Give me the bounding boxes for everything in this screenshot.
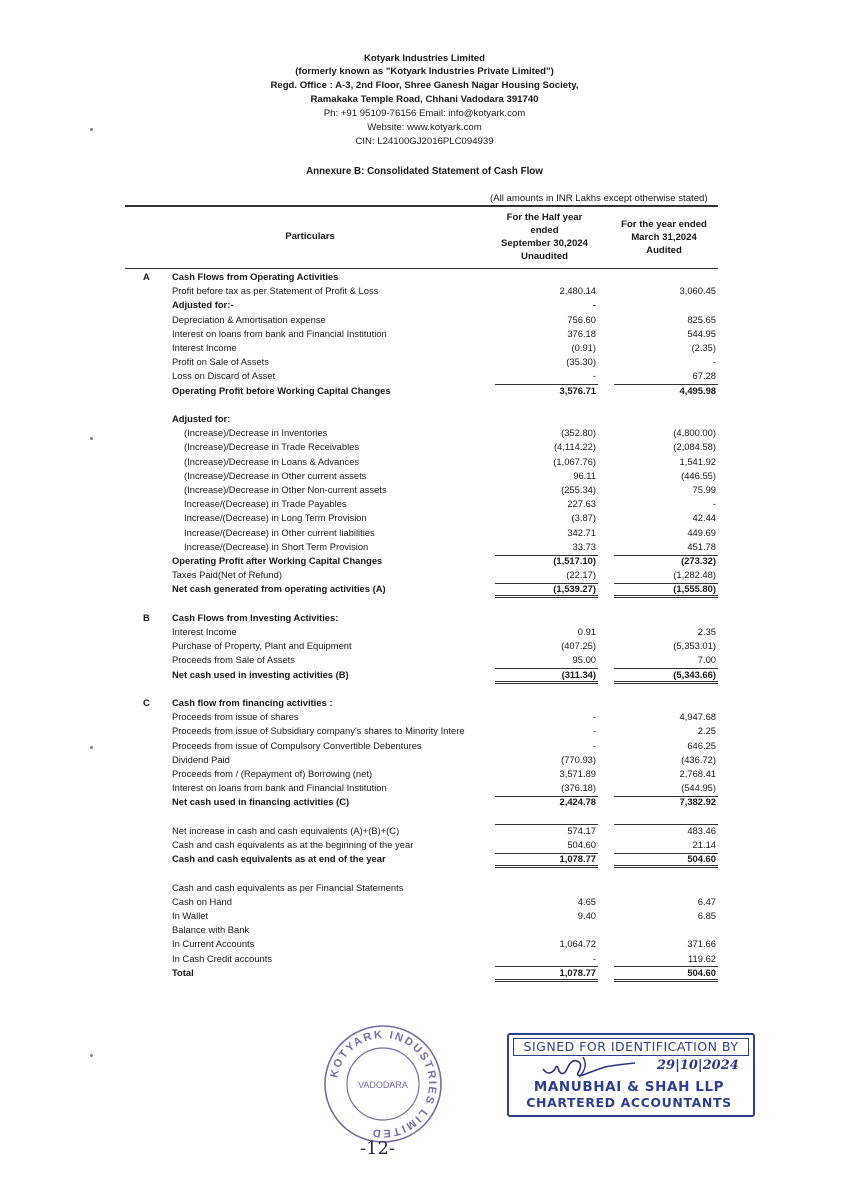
full-year-value: 7,382.92 xyxy=(679,796,716,808)
half-year-header-line: Unaudited xyxy=(521,251,568,262)
full-year-value: 21.14 xyxy=(692,839,716,850)
half-year-value: (1,539.27) xyxy=(553,583,596,595)
table-row xyxy=(0,937,849,950)
half-year-header-line: For the Half year xyxy=(506,212,583,223)
scan-mark xyxy=(90,128,93,131)
row-label: Operating Profit after Working Capital Changes xyxy=(172,555,383,566)
row-label: In Cash Credit accounts xyxy=(172,952,273,964)
row-label: Proceeds from issue of shares xyxy=(172,711,299,723)
table-row xyxy=(0,384,849,397)
svg-text:VADODARA: VADODARA xyxy=(358,1080,408,1090)
subtotal-rule xyxy=(495,966,598,967)
full-year-value: (436.72) xyxy=(681,753,716,765)
half-year-value: - xyxy=(592,725,596,737)
half-year-value: 756.60 xyxy=(567,313,596,325)
table-row xyxy=(0,540,849,553)
row-label: In Current Accounts xyxy=(172,938,255,950)
row-label: Interest on loans from bank and Financial Institution xyxy=(172,782,387,794)
row-label: Increase/(Decrease) in Trade Payables xyxy=(184,498,347,510)
full-year-value: 7.00 xyxy=(697,654,716,666)
table-row xyxy=(0,341,849,354)
row-label: Proceeds from Sale of Assets xyxy=(172,654,295,666)
auditor-stamp xyxy=(507,1033,755,1117)
full-year-value: (2,084.58) xyxy=(673,441,716,453)
full-year-value: 2.35 xyxy=(697,626,716,637)
full-year-value: 451.78 xyxy=(687,540,716,552)
table-row xyxy=(0,568,849,581)
total-double-rule xyxy=(495,681,598,684)
statement-title: Annexure B: Consolidated Statement of Cash Flow xyxy=(306,166,543,177)
table-row xyxy=(0,710,849,723)
half-year-value: (407.25) xyxy=(561,640,596,652)
row-label: Cash Flows from Operating Activities xyxy=(172,271,339,282)
table-row xyxy=(0,526,849,539)
subtotal-rule xyxy=(614,796,718,797)
subtotal-rule xyxy=(495,668,598,669)
row-label: Interest on loans from bank and Financial Institution xyxy=(172,327,387,339)
half-year-value: (3.87) xyxy=(571,512,596,524)
full-year-value: 75.99 xyxy=(692,484,716,495)
full-year-value: 4,947.68 xyxy=(679,711,716,723)
subtotal-rule xyxy=(495,824,598,825)
half-year-value: 2,480.14 xyxy=(559,285,596,297)
full-year-value: 371.66 xyxy=(687,938,716,950)
half-year-value: (770.93) xyxy=(561,753,596,765)
website-line: Website: www.kotyark.com xyxy=(367,122,482,133)
total-double-rule xyxy=(614,595,718,598)
half-year-value: (311.34) xyxy=(561,668,596,680)
total-double-rule xyxy=(495,595,598,598)
section-letter: B xyxy=(143,611,150,623)
amounts-note: (All amounts in INR Lakhs except otherwise stated) xyxy=(490,193,708,204)
company-former-name: (formerly known as "Kotyark Industries Private Limited") xyxy=(295,66,554,77)
auditor-firm-name: MANUBHAI & SHAH LLP xyxy=(533,1079,725,1095)
table-row xyxy=(0,369,849,382)
row-label: (Increase)/Decrease in Other current assets xyxy=(184,469,367,481)
full-year-value: (5,353.01) xyxy=(673,640,716,652)
company-name: Kotyark Industries Limited xyxy=(363,53,485,64)
half-year-value: - xyxy=(592,370,596,382)
table-row xyxy=(0,767,849,780)
total-double-rule xyxy=(614,865,718,868)
signature-date: 29|10|2024 xyxy=(657,1058,739,1073)
full-year-value: - xyxy=(712,356,716,368)
full-year-value: 42.44 xyxy=(692,512,716,524)
full-year-value: 67.28 xyxy=(692,370,716,382)
subtotal-rule xyxy=(614,384,718,385)
full-year-value: 2,768.41 xyxy=(679,768,716,779)
row-label: In Wallet xyxy=(172,910,209,921)
half-year-value: - xyxy=(592,952,596,964)
row-label: Cash on Hand xyxy=(172,895,232,907)
full-year-value: 504.60 xyxy=(687,966,716,978)
half-year-value: 1,078.77 xyxy=(559,966,596,978)
row-label: Loss on Discard of Asset xyxy=(172,370,276,382)
row-label: Cash flow from financing activities : xyxy=(172,697,333,708)
subtotal-rule xyxy=(495,583,598,584)
half-year-value: 1,078.77 xyxy=(559,853,596,865)
row-label: (Increase)/Decrease in Inventories xyxy=(184,427,328,439)
full-year-value: 3,060.45 xyxy=(679,285,716,297)
half-year-header-line: September 30,2024 xyxy=(501,238,588,249)
company-seal xyxy=(321,1022,445,1146)
table-row xyxy=(0,270,849,283)
full-year-value: - xyxy=(712,498,716,510)
table-row xyxy=(0,781,849,794)
full-year-value: 119.62 xyxy=(688,952,716,964)
particulars-header: Particulars xyxy=(285,231,335,242)
half-year-value: (35.30) xyxy=(566,356,596,368)
table-row xyxy=(0,625,849,638)
scan-mark xyxy=(90,437,93,440)
table-row xyxy=(0,426,849,439)
row-label: Cash Flows from Investing Activities: xyxy=(172,611,339,623)
half-year-value: 3,576.71 xyxy=(559,384,596,396)
row-label: (Increase)/Decrease in Other Non-current assets xyxy=(184,484,387,495)
half-year-value: 1,064.72 xyxy=(559,938,596,950)
table-row xyxy=(0,554,849,567)
row-label: Increase/(Decrease) in Long Term Provision xyxy=(184,512,367,524)
half-year-value: - xyxy=(592,739,596,751)
table-row xyxy=(0,923,849,936)
page-number: -12- xyxy=(360,1138,396,1159)
table-row xyxy=(0,412,849,425)
table-row xyxy=(0,313,849,326)
auditor-signature xyxy=(539,1055,649,1081)
table-row xyxy=(0,824,849,837)
row-label: Adjusted for:- xyxy=(172,299,234,311)
full-year-value: (2.35) xyxy=(691,342,716,353)
full-year-value: 483.46 xyxy=(687,824,716,836)
table-row xyxy=(0,284,849,297)
row-label: Balance with Bank xyxy=(172,924,250,936)
row-label: Net cash generated from operating activities (A) xyxy=(172,583,386,595)
cin-line: CIN: L24100GJ2016PLC094939 xyxy=(355,136,494,147)
table-row xyxy=(0,895,849,908)
row-label: (Increase)/Decrease in Trade Receivables xyxy=(184,441,360,453)
full-year-value: (273.32) xyxy=(681,555,716,566)
half-year-value: 9.40 xyxy=(577,910,596,921)
row-label: Dividend Paid xyxy=(172,753,230,765)
row-label: Net cash used in investing activities (B) xyxy=(172,668,349,680)
row-label: Interest Income xyxy=(172,626,237,637)
full-year-header-line: For the year ended xyxy=(621,219,707,230)
subtotal-rule xyxy=(495,384,598,385)
total-double-rule xyxy=(614,979,718,982)
scan-mark xyxy=(90,1054,93,1057)
subtotal-rule xyxy=(495,796,598,797)
half-year-value: 33.73 xyxy=(572,540,596,552)
company-seal-graphic xyxy=(321,1022,445,1146)
row-label: Depreciation & Amortisation expense xyxy=(172,313,326,325)
full-year-value: (5,343.66) xyxy=(673,668,716,680)
full-year-value: 2.25 xyxy=(697,725,716,737)
table-header-rule xyxy=(125,268,718,269)
auditor-firm-title: CHARTERED ACCOUNTANTS xyxy=(526,1095,732,1110)
full-year-value: 504.60 xyxy=(687,853,716,865)
half-year-header xyxy=(493,211,596,263)
row-label: Increase/(Decrease) in Other current liabilities xyxy=(184,526,375,538)
subtotal-rule xyxy=(614,668,718,669)
row-label: Proceeds from issue of Compulsory Convertible Debentures xyxy=(172,739,422,751)
total-double-rule xyxy=(614,681,718,684)
half-year-header-line: ended xyxy=(530,225,559,236)
half-year-value: 3,571.89 xyxy=(559,768,596,779)
contact-line: Ph: +91 95109-76156 Email: info@kotyark.com xyxy=(323,108,526,119)
table-row xyxy=(0,724,849,737)
table-row xyxy=(0,653,849,666)
subtotal-rule xyxy=(495,853,598,854)
table-row xyxy=(0,611,849,624)
row-label: Taxes Paid(Net of Refund) xyxy=(172,569,282,581)
subtotal-rule xyxy=(614,555,718,556)
full-year-value: 6.85 xyxy=(697,910,716,921)
table-row xyxy=(0,909,849,922)
half-year-value: 227.63 xyxy=(567,498,596,510)
row-label: Adjusted for: xyxy=(172,413,231,424)
row-label: Total xyxy=(172,966,194,978)
table-top-rule xyxy=(125,205,718,207)
row-label: Cash and cash equivalents as at the beginning of the year xyxy=(172,839,414,850)
table-row xyxy=(0,739,849,752)
row-label: Profit before tax as per Statement of Profit & Loss xyxy=(172,285,379,297)
half-year-value: 0.91 xyxy=(577,626,596,637)
subtotal-rule xyxy=(614,583,718,584)
table-row xyxy=(0,298,849,311)
half-year-value: 4.65 xyxy=(577,895,596,907)
row-label: Cash and cash equivalents as at end of the year xyxy=(172,853,386,865)
svg-text:KOTYARK INDUSTRIES LIMITED: KOTYARK INDUSTRIES LIMITED xyxy=(328,1028,439,1140)
half-year-value: 376.18 xyxy=(567,327,596,339)
table-row xyxy=(0,455,849,468)
table-row xyxy=(0,952,849,965)
half-year-value: 2,424.78 xyxy=(559,796,596,808)
half-year-value: (352.80) xyxy=(561,427,596,439)
table-row xyxy=(0,355,849,368)
table-row xyxy=(0,838,849,851)
address-line-1: Regd. Office : A-3, 2nd Floor, Shree Ganesh Nagar Housing Society, xyxy=(270,80,579,91)
half-year-value: (0.91) xyxy=(571,342,596,353)
table-row xyxy=(0,497,849,510)
table-row xyxy=(0,483,849,496)
section-letter: A xyxy=(143,271,150,282)
table-row xyxy=(0,511,849,524)
full-year-value: 1,541.92 xyxy=(679,455,716,467)
row-label: Operating Profit before Working Capital Changes xyxy=(172,384,391,396)
full-year-value: 544.95 xyxy=(687,327,716,339)
half-year-value: (255.34) xyxy=(561,484,596,495)
table-row xyxy=(0,469,849,482)
auditor-stamp-heading: SIGNED FOR IDENTIFICATION BY xyxy=(513,1038,749,1056)
table-row xyxy=(0,852,849,865)
half-year-value: (1,517.10) xyxy=(553,555,596,566)
full-year-value: 646.25 xyxy=(687,739,716,751)
full-year-value: 449.69 xyxy=(687,526,716,538)
half-year-value: (1,067.76) xyxy=(553,455,596,467)
total-double-rule xyxy=(495,865,598,868)
full-year-header-line: Audited xyxy=(646,245,682,256)
row-label: Proceeds from / (Repayment of) Borrowing (net) xyxy=(172,768,373,779)
full-year-value: (4,800.00) xyxy=(673,427,716,439)
subtotal-rule xyxy=(495,555,598,556)
table-row xyxy=(0,639,849,652)
full-year-value: (446.55) xyxy=(681,469,716,481)
table-row xyxy=(0,327,849,340)
table-row xyxy=(0,753,849,766)
full-year-header xyxy=(612,218,716,257)
half-year-value: 95.00 xyxy=(572,654,596,666)
half-year-value: (376.18) xyxy=(561,782,596,794)
full-year-value: (544.95) xyxy=(681,782,716,794)
table-row xyxy=(0,582,849,595)
half-year-value: 574.17 xyxy=(567,824,596,836)
section-letter: C xyxy=(143,697,150,708)
row-label: Proceeds from issue of Subsidiary company's shares to Minority Intere xyxy=(172,725,465,737)
table-row xyxy=(0,668,849,681)
subtotal-rule xyxy=(614,824,718,825)
half-year-value: (4,114.22) xyxy=(553,441,596,453)
half-year-value: (22.17) xyxy=(566,569,596,581)
scan-mark xyxy=(90,746,93,749)
table-row xyxy=(0,696,849,709)
full-year-value: 6.47 xyxy=(697,895,716,907)
subtotal-rule xyxy=(614,966,718,967)
full-year-value: (1,282.48) xyxy=(673,569,716,581)
full-year-value: 4,495.98 xyxy=(679,384,716,396)
row-label: Net increase in cash and cash equivalents (A)+(B)+(C) xyxy=(172,824,400,836)
total-double-rule xyxy=(495,979,598,982)
row-label: Profit on Sale of Assets xyxy=(172,356,269,368)
full-year-header-line: March 31,2024 xyxy=(631,232,697,243)
table-row xyxy=(0,966,849,979)
address-line-2: Ramakaka Temple Road, Chhani Vadodara 391740 xyxy=(310,94,539,105)
half-year-value: - xyxy=(592,711,596,723)
half-year-value: 504.60 xyxy=(567,839,596,850)
half-year-value: - xyxy=(592,299,596,311)
row-label: Cash and cash equivalents as per Financial Statements xyxy=(172,881,404,893)
row-label: (Increase)/Decrease in Loans & Advances xyxy=(184,455,360,467)
half-year-value: 342.71 xyxy=(567,526,596,538)
table-row xyxy=(0,881,849,894)
row-label: Purchase of Property, Plant and Equipment xyxy=(172,640,352,652)
table-row xyxy=(0,795,849,808)
full-year-value: 825.65 xyxy=(687,313,716,325)
half-year-value: 96.11 xyxy=(573,469,596,481)
row-label: Increase/(Decrease) in Short Term Provision xyxy=(184,540,369,552)
subtotal-rule xyxy=(614,853,718,854)
full-year-value: (1,555.80) xyxy=(673,583,716,595)
table-row xyxy=(0,440,849,453)
row-label: Net cash used in financing activities (C) xyxy=(172,796,350,808)
row-label: Interest Income xyxy=(172,342,237,353)
